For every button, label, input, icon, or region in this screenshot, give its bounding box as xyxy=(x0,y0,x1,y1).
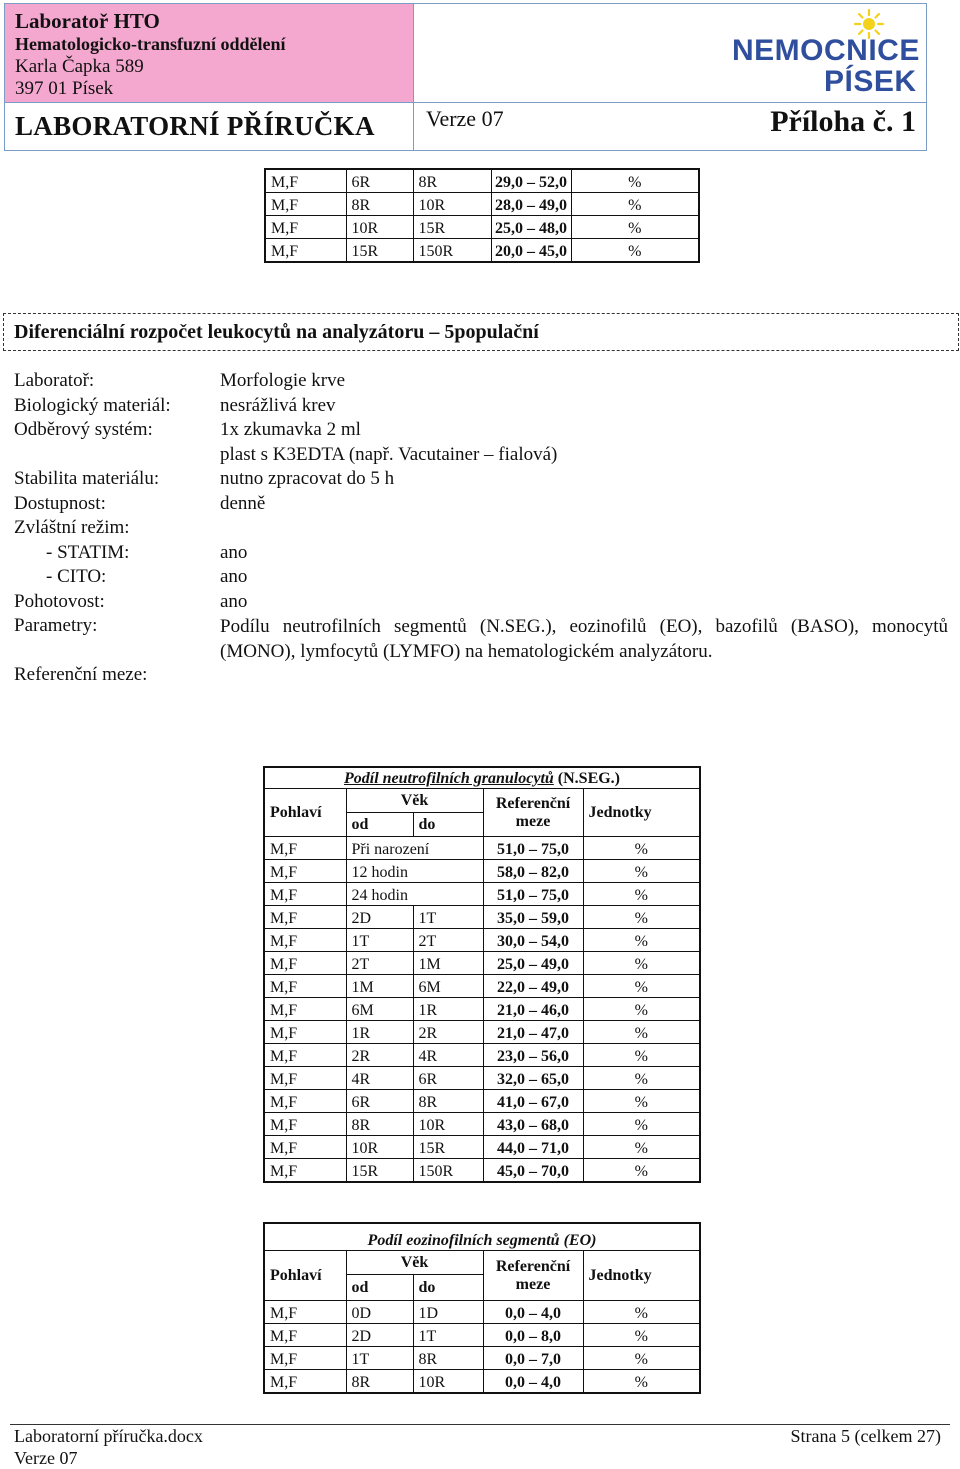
age-to-cell: 2T xyxy=(413,929,483,952)
range-cell: 20,0 – 45,0 xyxy=(491,239,571,263)
range-cell: 0,0 – 7,0 xyxy=(483,1347,583,1370)
range-cell: 0,0 – 4,0 xyxy=(483,1370,583,1394)
age-to-cell: 8R xyxy=(413,1347,483,1370)
sex-header: Pohlaví xyxy=(264,789,346,837)
unit-cell: % xyxy=(571,239,699,263)
unit-cell: % xyxy=(583,1090,700,1113)
caption-abbrev: (N.SEG.) xyxy=(557,770,621,787)
logo-text-pisek: PÍSEK xyxy=(824,65,917,98)
table-row xyxy=(264,883,700,906)
reference-header-line2: meze xyxy=(515,1275,551,1293)
sex-cell: M,F xyxy=(265,193,346,216)
unit-cell: % xyxy=(583,860,700,883)
appendix-label: Příloha č. 1 xyxy=(770,105,916,138)
city-address: 397 01 Písek xyxy=(15,78,114,99)
table-caption xyxy=(264,767,700,789)
age-to-cell: 6R xyxy=(413,1067,483,1090)
range-cell: 23,0 – 56,0 xyxy=(483,1044,583,1067)
reference-header-line2: meze xyxy=(515,812,551,830)
range-cell: 35,0 – 59,0 xyxy=(483,906,583,929)
sex-cell: M,F xyxy=(264,952,346,975)
label-lab: Laboratoř: xyxy=(14,370,95,391)
unit-cell: % xyxy=(583,1301,700,1324)
sex-cell: M,F xyxy=(264,929,346,952)
label-reference: Referenční meze: xyxy=(14,664,148,685)
age-from-cell: 2R xyxy=(346,1044,413,1067)
sex-cell: M,F xyxy=(264,906,346,929)
table-row xyxy=(264,1370,700,1394)
range-cell: 21,0 – 47,0 xyxy=(483,1021,583,1044)
value-stability: nutno zpracovat do 5 h xyxy=(220,468,395,489)
table-row xyxy=(264,860,700,883)
age-to-cell: 15R xyxy=(413,1136,483,1159)
table-row xyxy=(264,1113,700,1136)
age-header: Věk xyxy=(346,789,483,813)
sex-header: Pohlaví xyxy=(264,1251,346,1301)
age-from-cell: 8R xyxy=(346,193,413,216)
age-to-header: do xyxy=(413,1275,483,1301)
unit-cell: % xyxy=(571,193,699,216)
value-cito: ano xyxy=(220,566,248,587)
sex-cell: M,F xyxy=(264,1370,346,1394)
unit-cell: % xyxy=(583,1324,700,1347)
range-cell: 28,0 – 49,0 xyxy=(491,193,571,216)
sex-cell: M,F xyxy=(265,169,346,193)
age-to-cell: 150R xyxy=(413,1159,483,1183)
footer-filename: Laboratorní příručka.docx xyxy=(14,1426,203,1446)
range-cell: 51,0 – 75,0 xyxy=(483,837,583,860)
age-from-cell: 24 hodin xyxy=(346,883,483,906)
age-from-cell: 10R xyxy=(346,216,413,239)
range-cell: 22,0 – 49,0 xyxy=(483,975,583,998)
age-to-cell: 10R xyxy=(413,193,491,216)
units-header: Jednotky xyxy=(583,789,700,837)
age-to-header: do xyxy=(413,813,483,837)
age-from-cell: 8R xyxy=(346,1370,413,1394)
hospital-logo xyxy=(414,4,926,103)
age-from-cell: 6R xyxy=(346,169,413,193)
sex-cell: M,F xyxy=(264,1324,346,1347)
table-caption: Podíl eozinofilních segmentů (EO) xyxy=(264,1223,700,1251)
table-row xyxy=(265,169,699,193)
label-availability: Dostupnost: xyxy=(14,493,106,514)
age-from-cell: 15R xyxy=(346,1159,413,1183)
value-statim: ano xyxy=(220,542,248,563)
reference-table-continuation xyxy=(264,168,700,263)
sex-cell: M,F xyxy=(264,975,346,998)
age-from-cell: Při narození xyxy=(346,837,483,860)
label-emergency: Pohotovost: xyxy=(14,591,105,612)
range-cell: 25,0 – 48,0 xyxy=(491,216,571,239)
table-row xyxy=(264,998,700,1021)
sex-cell: M,F xyxy=(264,1044,346,1067)
age-to-cell: 6M xyxy=(413,975,483,998)
version-cell xyxy=(414,103,926,150)
table-row xyxy=(264,1347,700,1370)
age-from-cell: 2D xyxy=(346,906,413,929)
label-system: Odběrový systém: xyxy=(14,419,153,440)
lab-name: Laboratoř HTO xyxy=(15,9,160,33)
caption-text: Podíl neutrofilních granulocytů xyxy=(343,770,554,787)
unit-cell: % xyxy=(583,1370,700,1394)
unit-cell: % xyxy=(583,1136,700,1159)
table-row xyxy=(264,1044,700,1067)
unit-cell: % xyxy=(583,1021,700,1044)
table-row xyxy=(265,239,699,263)
sex-cell: M,F xyxy=(264,1136,346,1159)
age-from-cell: 6R xyxy=(346,1090,413,1113)
reference-header xyxy=(483,789,583,837)
label-material: Biologický materiál: xyxy=(14,395,171,416)
unit-cell: % xyxy=(571,216,699,239)
table-row xyxy=(264,1159,700,1183)
age-from-cell: 1M xyxy=(346,975,413,998)
age-from-cell: 8R xyxy=(346,1113,413,1136)
age-to-cell: 15R xyxy=(413,216,491,239)
range-cell: 0,0 – 8,0 xyxy=(483,1324,583,1347)
table-row xyxy=(264,837,700,860)
neutrophil-reference-table xyxy=(263,766,701,1183)
table-row xyxy=(265,193,699,216)
range-cell: 25,0 – 49,0 xyxy=(483,952,583,975)
sex-cell: M,F xyxy=(264,1301,346,1324)
unit-cell: % xyxy=(583,1044,700,1067)
sex-cell: M,F xyxy=(264,883,346,906)
table-row xyxy=(264,952,700,975)
table-row xyxy=(264,975,700,998)
table-row xyxy=(264,1324,700,1347)
reference-header-line1: Referenční xyxy=(495,1257,571,1275)
range-cell: 41,0 – 67,0 xyxy=(483,1090,583,1113)
sex-cell: M,F xyxy=(264,1021,346,1044)
sex-cell: M,F xyxy=(265,239,346,263)
age-from-cell: 15R xyxy=(346,239,413,263)
sex-cell: M,F xyxy=(264,1067,346,1090)
range-cell: 29,0 – 52,0 xyxy=(491,169,571,193)
unit-cell: % xyxy=(583,1347,700,1370)
reference-header-line1: Referenční xyxy=(495,794,571,812)
range-cell: 45,0 – 70,0 xyxy=(483,1159,583,1183)
table-row xyxy=(264,1067,700,1090)
range-cell: 32,0 – 65,0 xyxy=(483,1067,583,1090)
age-to-cell: 1D xyxy=(413,1301,483,1324)
age-from-header: od xyxy=(346,813,413,837)
age-header: Věk xyxy=(346,1251,483,1275)
age-to-cell: 8R xyxy=(413,1090,483,1113)
doc-title-cell xyxy=(5,103,414,150)
age-from-header: od xyxy=(346,1275,413,1301)
table-row xyxy=(264,1090,700,1113)
lab-address-block xyxy=(5,4,414,103)
value-system-line2: plast s K3EDTA (např. Vacutainer – fialová) xyxy=(220,444,558,465)
section-heading-box xyxy=(3,313,959,351)
footer-page-number: Strana 5 (celkem 27) xyxy=(790,1426,941,1446)
age-to-cell: 8R xyxy=(413,169,491,193)
table-row xyxy=(265,216,699,239)
label-statim: - STATIM: xyxy=(46,542,130,563)
unit-cell: % xyxy=(583,929,700,952)
unit-cell: % xyxy=(583,837,700,860)
age-to-cell: 1T xyxy=(413,906,483,929)
age-from-cell: 10R xyxy=(346,1136,413,1159)
value-emergency: ano xyxy=(220,591,248,612)
value-material: nesrážlivá krev xyxy=(220,395,336,416)
label-parameters: Parametry: xyxy=(14,615,98,636)
reference-header xyxy=(483,1251,583,1301)
range-cell: 21,0 – 46,0 xyxy=(483,998,583,1021)
table-row xyxy=(264,929,700,952)
sex-cell: M,F xyxy=(264,837,346,860)
unit-cell: % xyxy=(583,906,700,929)
age-to-cell: 1M xyxy=(413,952,483,975)
unit-cell: % xyxy=(583,1159,700,1183)
value-lab: Morfologie krve xyxy=(220,370,346,391)
label-stability: Stabilita materiálu: xyxy=(14,468,160,489)
units-header: Jednotky xyxy=(583,1251,700,1301)
age-from-cell: 1R xyxy=(346,1021,413,1044)
age-from-cell: 12 hodin xyxy=(346,860,483,883)
sex-cell: M,F xyxy=(264,1113,346,1136)
table-row xyxy=(264,906,700,929)
range-cell: 51,0 – 75,0 xyxy=(483,883,583,906)
footer-divider xyxy=(10,1424,950,1425)
unit-cell: % xyxy=(571,169,699,193)
unit-cell: % xyxy=(583,998,700,1021)
version-label: Verze 07 xyxy=(426,106,504,131)
sex-cell: M,F xyxy=(264,1347,346,1370)
unit-cell: % xyxy=(583,1113,700,1136)
age-to-cell: 2R xyxy=(413,1021,483,1044)
age-from-cell: 1T xyxy=(346,929,413,952)
section-heading: Diferenciální rozpočet leukocytů na analyzátoru – 5populační xyxy=(14,321,539,343)
table-row xyxy=(264,1021,700,1044)
range-cell: 44,0 – 71,0 xyxy=(483,1136,583,1159)
street-address: Karla Čapka 589 xyxy=(15,56,144,77)
document-header xyxy=(4,3,927,151)
age-to-cell: 1R xyxy=(413,998,483,1021)
unit-cell: % xyxy=(583,1067,700,1090)
unit-cell: % xyxy=(583,975,700,998)
age-from-cell: 1T xyxy=(346,1347,413,1370)
footer-version: Verze 07 xyxy=(14,1448,78,1468)
label-special: Zvláštní režim: xyxy=(14,517,130,538)
sex-cell: M,F xyxy=(265,216,346,239)
age-to-cell: 4R xyxy=(413,1044,483,1067)
age-from-cell: 4R xyxy=(346,1067,413,1090)
range-cell: 0,0 – 4,0 xyxy=(483,1301,583,1324)
department-name: Hematologicko-transfuzní oddělení xyxy=(15,34,286,54)
unit-cell: % xyxy=(583,952,700,975)
range-cell: 30,0 – 54,0 xyxy=(483,929,583,952)
age-from-cell: 2D xyxy=(346,1324,413,1347)
table-row xyxy=(264,1301,700,1324)
age-to-cell: 10R xyxy=(413,1370,483,1394)
age-to-cell: 10R xyxy=(413,1113,483,1136)
value-availability: denně xyxy=(220,493,266,514)
age-from-cell: 0D xyxy=(346,1301,413,1324)
sex-cell: M,F xyxy=(264,1159,346,1183)
doc-title: LABORATORNÍ PŘÍRUČKA xyxy=(15,111,375,141)
logo-text-nemocnice: NEMOCNICE xyxy=(732,34,920,67)
age-to-cell: 1T xyxy=(413,1324,483,1347)
label-cito: - CITO: xyxy=(46,566,107,587)
value-parameters: Podílu neutrofilních segmentů (N.SEG.), eozinofilů (EO), bazofilů (BASO), monocytů (MONO), lymfocytů (LYMFO) na hematologickém analyzátoru. xyxy=(220,616,948,662)
table-row xyxy=(264,1136,700,1159)
age-from-cell: 6M xyxy=(346,998,413,1021)
age-from-cell: 2T xyxy=(346,952,413,975)
age-to-cell: 150R xyxy=(413,239,491,263)
range-cell: 58,0 – 82,0 xyxy=(483,860,583,883)
sex-cell: M,F xyxy=(264,860,346,883)
eosinophil-reference-table xyxy=(263,1222,701,1394)
sex-cell: M,F xyxy=(264,1090,346,1113)
value-system-line1: 1x zkumavka 2 ml xyxy=(220,419,361,440)
sex-cell: M,F xyxy=(264,998,346,1021)
unit-cell: % xyxy=(583,883,700,906)
range-cell: 43,0 – 68,0 xyxy=(483,1113,583,1136)
